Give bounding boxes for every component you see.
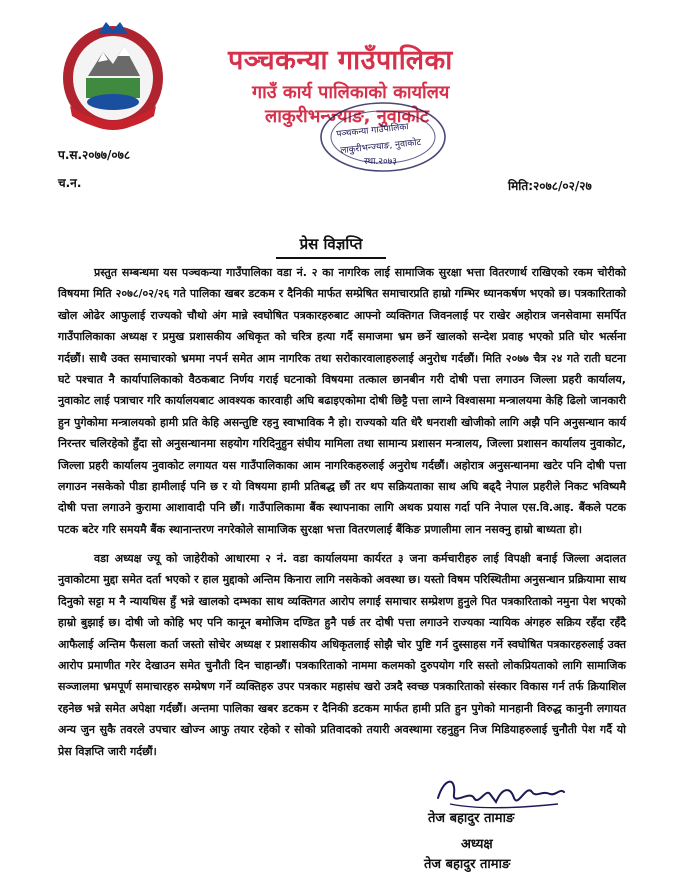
document-title: प्रेस विज्ञप्ति xyxy=(276,233,386,259)
signatory-designation: अध्यक्ष xyxy=(461,837,493,852)
stamp-line-1: पञ्चकन्या गाउँपालिका xyxy=(335,122,410,140)
dispatch-number: च.न. xyxy=(58,176,82,190)
office-address: लाकुरीभन्ज्याङ, नुवाकोट xyxy=(265,106,429,127)
nepal-government-emblem-icon xyxy=(58,16,168,134)
stamp-line-2: लाकुरीभन्ज्याङ, नुवाकोट xyxy=(339,137,422,157)
office-name: गाउँ कार्य पालिकाको कार्यालय xyxy=(252,82,450,103)
signatory-name-bottom: तेज बहादुर तामाङ xyxy=(424,857,511,872)
document-date: मिति:२०७८/०२/२७ xyxy=(508,179,592,193)
paragraph-1: प्रस्तुत सम्बन्धमा यस पञ्चकन्या गाउँपालिका वडा नं. २ का नागरिक लाई सामाजिक सुरक्षा भत्ता वितरणार्थ राखिएको रकम चोरीको विषयमा मिति २०७८/०२/२६ गते पालिका खबर डटकम र दैनिकी मार्फत सम्प्रेषित समाचारप्रति हाम्रो गम्भिर ध्यानकर्षण भएको छ। पत्रकारिताको खोल ओढेर आफुलाई राज्यको चौथो अंग मान्ने स्वघोषित पत्रकारहरुबाट आफ्नो व्यक्तिगत जिवनलाई पर राखेर अहोरात्र जनसेवामा समर्पित गाउँपालिकाका अध्यक्ष र प्रमुख प्रशासकीय अधिकृत को चरित्र हत्या गर्दै समाजमा भ्रम छर्ने खालको सन्देश प्रवाह भएको प्रति घोर भर्त्सना गर्दछौं। साथै उक्त समाचारको भ्रममा नपर्न समेत आम नागरिक तथा सरोकारवालाहरुलाई अनुरोध गर्दछौं। मिति २०७७ चैत्र २४ गते राती घटना घटे पश्चात नै कार्यापालिकाको वैठकबाट निर्णय गराई घटनाको विषयमा तत्काल छानबीन गरी दोषी पत्ता लगाउन जिल्ला प्रहरी कार्यालय, नुवाकोट लाई पत्राचार गरि कार्यालयबाट आवश्यक कारवाही अघि बढाइएकोमा दोषी छिट्टै पत्ता लाग्ने विश्वासमा मन्त्रालयमा केहि ढिलो जानकारी हुन पुगेकोमा मन्त्रालयको हामी प्रति केहि असन्तुष्टि रहनु स्वाभाविक नै हो। राज्यको यति धेरै धनराशी खोजीको लागि अझै पनि अनुसन्धान कार्य निरन्तर चलिरहेको हुँदा सो अनुसन्धानमा सहयोग गरिदिनुहुन संघीय मामिला तथा सामान्य प्रशासन मन्त्रालय, जिल्ला प्रशासन कार्यालय नुवाकोट, जिल्ला प्रहरी कार्यालय नुवाकोट लगायत यस गाउँपालिकाका आम नागरिकहरुलाई अनुरोध गर्दछौं। अहोरात्र अनुसन्धानमा खटेर पनि दोषी पत्ता लगाउन नसकेको पीडा हामीलाई पनि छ र यो विषयमा हामी प्रतिबद्ध छौं तर थप सक्रियताका साथ अघि बढ्दै नेपाल प्रहरीले निकट भविष्यमै दोषी पत्ता लगाउने कुरामा आशावादी पनि छौं। गाउँपालिकामा बैंक स्थापनाका लागि अथक प्रयास गर्दा पनि नेपाल एस.वि.आइ. बैंकले पटक पटक बटेर गरि समयमै बैंक स्थानान्तरण नगरेकोले सामाजिक सुरक्षा भत्ता वितरणलाई बैंकिङ प्रणालीमा लान नसक्नु हाम्रो बाध्यता हो। xyxy=(58,266,626,536)
reference-number: प.स.२०७७/०७८ xyxy=(58,148,131,162)
signatory-name-top: तेज बहादुर तामाङ xyxy=(428,811,515,826)
stamp-line-3: स्था.२०७३ xyxy=(364,157,397,167)
municipality-name: पञ्चकन्या गाउँपालिका xyxy=(228,45,453,76)
paragraph-2: वडा अध्यक्ष ज्यू को जाहेरीको आधारमा २ नं. वडा कार्यालयमा कार्यरत ३ जना कर्मचारीहरु लाई विपक्षी बनाई जिल्ला अदालत नुवाकोटमा मुद्दा समेत दर्ता भएको र हाल मुद्दाको अन्तिम किनारा लागि नसकेको अवस्था छ। यस्तो विषम परिस्थितीमा अनुसन्धान प्रक्रियामा साथ दिनुको सट्टा म नै न्यायधिस हुँ भन्ने खालको दम्भका साथ व्यक्तिगत आरोप लगाई समाचार सम्प्रेशण हुनुले पित पत्रकारिताको नमुना पेश भएको हाम्रो बुझाई छ। दोषी जो कोहि भए पनि कानून बमोजिम दण्डित हुनै पर्छ तर दोषी पत्ता लगाउने राज्यका न्यायिक अंगहरु सक्रिय रहँदा रहँदै आफैलाई अन्तिम फैसला कर्ता जस्तो सोचेर अध्यक्ष र प्रशासकीय अधिकृतलाई सोझै चोर पुष्टि गर्न दुस्साहस गर्ने स्वघोषित पत्रकारहरुलाई उक्त आरोप प्रमाणीत गरेर देखाउन समेत चुनौती दिन चाहान्छौं। पत्रकारिताको नाममा कलमको दुरुपयोग गरि सस्तो लोकप्रियताको लागि सामाजिक सञ्जालमा भ्रमपूर्ण समाचारहरु सम्प्रेषण गर्ने व्यक्तिहरु उपर पत्रकार महासंघ खरो उत्रदै स्वच्छ पत्रकारिताको संस्कार विकास गर्न तर्फ क्रियाशिल रहनेछ भन्ने समेत अपेक्षा गर्दछौं। अन्तमा पालिका खबर डटकम र दैनिकी डटकम मार्फत हामी प्रति हुन पुगेको मानहानी विरुद्ध कानुनी लगायत अन्य जुन सुकै तवरले उपचार खोज्न आफु तयार रहेको र सोको प्रतिवादको तयारी अवस्थामा रहनुहुन निज मिडियाहरुलाई चुनौती पेश गर्दै यो प्रेस विज्ञप्ति जारी गर्दछौं। xyxy=(58,552,626,758)
